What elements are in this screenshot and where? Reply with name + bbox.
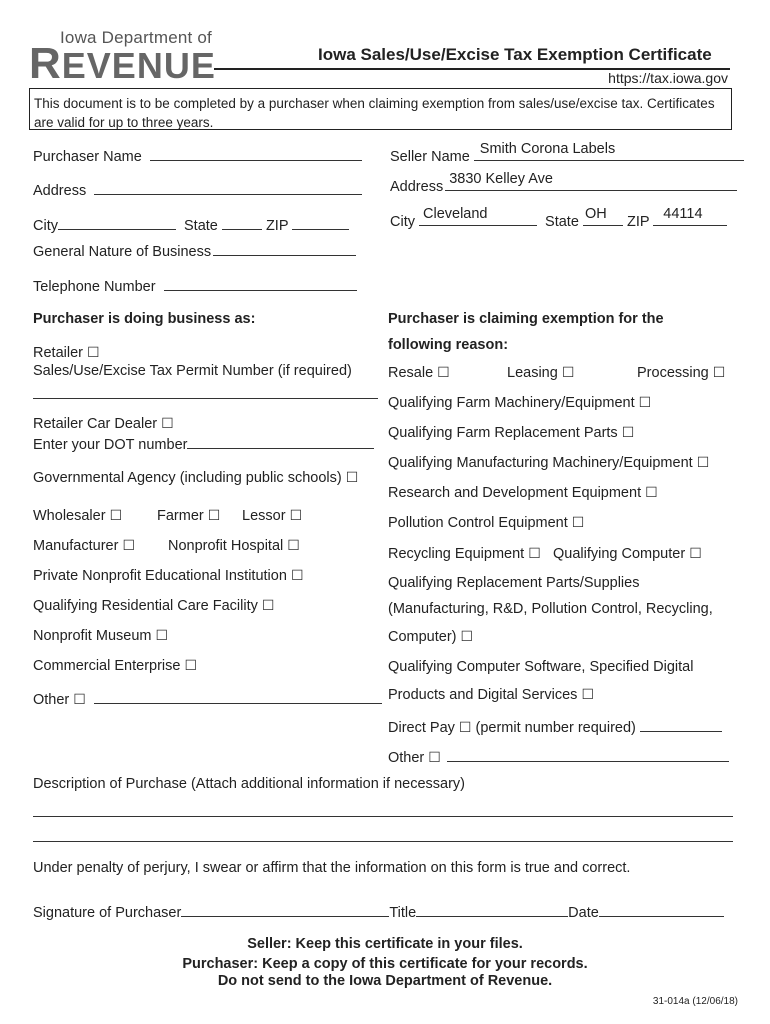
purchaser-address-field[interactable] (33, 180, 362, 199)
manufacturer-label: Manufacturer (33, 538, 119, 554)
purchaser-zip-label: ZIP (265, 218, 289, 234)
website-url[interactable]: https://tax.iowa.gov (608, 70, 728, 86)
farm-machinery-option[interactable] (388, 395, 651, 411)
farm-machinery-label: Qualifying Farm Machinery/Equipment (388, 395, 635, 411)
leasing-label: Leasing (507, 365, 558, 381)
resale-option[interactable] (388, 365, 450, 381)
wholesaler-label: Wholesaler (33, 508, 106, 524)
replacement-parts-option[interactable] (388, 629, 473, 645)
computer-checkbox[interactable]: ☐ (689, 546, 702, 562)
instructions-box: This document is to be completed by a purchaser when claiming exemption from sales/use/excise tax. Certificates are valid for up to three years. (29, 88, 732, 130)
seller-city-label: City (390, 214, 415, 230)
business-nature-input[interactable] (213, 241, 356, 256)
purchaser-city-input[interactable] (58, 215, 176, 230)
pollution-label: Pollution Control Equipment (388, 515, 568, 531)
form-number: 31-014a (12/06/18) (652, 996, 738, 1007)
software-checkbox[interactable]: ☐ (581, 687, 594, 703)
telephone-field[interactable] (33, 276, 357, 295)
governmental-checkbox[interactable]: ☐ (345, 470, 359, 486)
seller-name-field[interactable] (390, 141, 744, 165)
wholesaler-option[interactable] (33, 508, 122, 524)
seller-zip-value: 44114 (663, 206, 703, 222)
farmer-option[interactable] (157, 508, 220, 524)
purchaser-city-label: City (33, 218, 58, 234)
computer-label: Qualifying Computer (553, 546, 686, 562)
direct-pay-option[interactable] (388, 717, 722, 736)
private-education-option[interactable] (33, 568, 304, 584)
residential-care-checkbox[interactable]: ☐ (261, 598, 275, 614)
title-input[interactable] (416, 902, 568, 917)
replacement-parts-line-2: (Manufacturing, R&D, Pollution Control, Recycling, (388, 601, 713, 617)
software-label: Products and Digital Services (388, 687, 578, 703)
seller-name-input[interactable] (474, 141, 744, 161)
software-option[interactable] (388, 687, 594, 703)
telephone-label: Telephone Number (33, 279, 156, 295)
wholesaler-checkbox[interactable]: ☐ (109, 508, 123, 524)
commercial-enterprise-option[interactable] (33, 658, 197, 674)
recycling-label: Recycling Equipment (388, 546, 525, 562)
business-other-option[interactable] (33, 689, 382, 708)
farm-machinery-checkbox[interactable]: ☐ (638, 395, 652, 411)
nonprofit-hospital-checkbox[interactable]: ☐ (287, 538, 300, 554)
nonprofit-museum-checkbox[interactable]: ☐ (155, 628, 169, 644)
resale-label: Resale (388, 365, 434, 381)
signature-input[interactable] (181, 902, 389, 917)
exemption-other-checkbox[interactable]: ☐ (428, 750, 441, 766)
purchaser-zip-input[interactable] (292, 215, 349, 230)
date-label: Date (568, 905, 599, 921)
permit-number-input-wrap (33, 384, 378, 403)
signature-row (33, 902, 724, 921)
rd-equipment-label: Research and Development Equipment (388, 485, 642, 501)
exemption-other-option[interactable] (388, 747, 729, 766)
computer-option[interactable] (553, 546, 702, 562)
car-dealer-label: Retailer Car Dealer (33, 416, 158, 432)
rd-equipment-option[interactable] (388, 485, 658, 501)
processing-label: Processing (637, 365, 709, 381)
date-input[interactable] (599, 902, 724, 917)
recycling-option[interactable] (388, 546, 541, 562)
logo-text: EVENUE (61, 45, 216, 86)
business-as-heading: Purchaser is doing business as: (33, 311, 256, 327)
rd-equipment-checkbox[interactable]: ☐ (645, 485, 658, 501)
leasing-checkbox[interactable]: ☐ (561, 365, 575, 381)
replacement-parts-line-1: Qualifying Replacement Parts/Supplies (388, 575, 640, 591)
retailer-option[interactable] (33, 345, 100, 361)
seller-city-row (390, 206, 727, 230)
nonprofit-museum-option[interactable] (33, 628, 168, 644)
seller-address-field[interactable] (390, 171, 737, 195)
recycling-checkbox[interactable]: ☐ (528, 546, 541, 562)
purchaser-name-label: Purchaser Name (33, 149, 142, 165)
seller-name-value: Smith Corona Labels (479, 141, 616, 157)
farm-parts-checkbox[interactable]: ☐ (621, 425, 635, 441)
private-education-label: Private Nonprofit Educational Institution (33, 568, 287, 584)
exemption-heading-1: Purchaser is claiming exemption for the (388, 311, 664, 327)
governmental-option[interactable] (33, 470, 358, 486)
business-other-label: Other (33, 692, 70, 708)
purchaser-name-field[interactable] (33, 146, 362, 165)
seller-address-label: Address (390, 179, 444, 195)
purchaser-name-input[interactable] (150, 146, 362, 161)
nonprofit-museum-label: Nonprofit Museum (33, 628, 152, 644)
logo (29, 39, 216, 88)
business-nature-label: General Nature of Business (33, 244, 212, 260)
mfg-machinery-checkbox[interactable]: ☐ (696, 455, 710, 471)
direct-pay-label: Direct Pay (388, 720, 455, 736)
seller-state-value: OH (584, 206, 607, 222)
leasing-option[interactable] (507, 365, 574, 381)
business-nature-field[interactable] (33, 241, 356, 260)
manufacturer-checkbox[interactable]: ☐ (122, 538, 136, 554)
private-education-checkbox[interactable]: ☐ (290, 568, 304, 584)
resale-checkbox[interactable]: ☐ (437, 365, 450, 381)
description-line-2[interactable] (33, 841, 733, 842)
seller-zip-label: ZIP (626, 214, 650, 230)
seller-zip-input[interactable] (653, 206, 727, 226)
direct-pay-checkbox[interactable]: ☐ (458, 720, 472, 736)
mfg-machinery-option[interactable] (388, 455, 709, 471)
dot-number-label: Enter your DOT number (33, 437, 188, 453)
exemption-other-label: Other (388, 750, 425, 766)
governmental-label: Governmental Agency (including public schools) (33, 470, 342, 486)
direct-pay-note: (permit number required) (475, 720, 636, 736)
lessor-label: Lessor (242, 508, 286, 524)
purchaser-state-input[interactable] (222, 215, 262, 230)
footer-purchaser-note: Purchaser: Keep a copy of this certificate for your records. (182, 956, 588, 972)
purchaser-state-label: State (184, 218, 218, 234)
retailer-checkbox[interactable]: ☐ (87, 345, 100, 361)
processing-checkbox[interactable]: ☐ (712, 365, 726, 381)
manufacturer-option[interactable] (33, 538, 135, 554)
nonprofit-hospital-option[interactable] (168, 538, 300, 554)
description-label: Description of Purchase (Attach additional information if necessary) (33, 776, 465, 792)
seller-city-input[interactable] (419, 206, 537, 226)
business-other-input[interactable] (94, 689, 382, 704)
farm-parts-option[interactable] (388, 425, 634, 441)
direct-pay-permit-input[interactable] (640, 717, 722, 732)
seller-name-label: Seller Name (390, 149, 470, 165)
farmer-checkbox[interactable]: ☐ (207, 508, 221, 524)
pollution-checkbox[interactable]: ☐ (571, 515, 585, 531)
perjury-statement: Under penalty of perjury, I swear or affirm that the information on this form is true and correct. (33, 860, 631, 876)
signature-label: Signature of Purchaser (33, 905, 182, 921)
exemption-heading-2: following reason: (388, 337, 509, 353)
logo-subtitle: Iowa Department of (60, 28, 212, 47)
retailer-label: Retailer (33, 345, 83, 361)
telephone-input[interactable] (164, 276, 357, 291)
description-line-1[interactable] (33, 816, 733, 817)
software-line-1: Qualifying Computer Software, Specified Digital (388, 659, 694, 675)
residential-care-option[interactable] (33, 598, 274, 614)
commercial-enterprise-label: Commercial Enterprise (33, 658, 181, 674)
replacement-parts-checkbox[interactable]: ☐ (460, 629, 474, 645)
farmer-label: Farmer (157, 508, 204, 524)
seller-state-input[interactable] (583, 206, 623, 226)
purchaser-address-input[interactable] (94, 180, 362, 195)
dot-number-input[interactable] (187, 434, 374, 449)
permit-number-input[interactable] (33, 384, 378, 399)
residential-care-label: Qualifying Residential Care Facility (33, 598, 258, 614)
nonprofit-hospital-label: Nonprofit Hospital (168, 538, 284, 554)
seller-state-label: State (545, 214, 579, 230)
dot-number-field[interactable] (33, 434, 374, 453)
exemption-other-input[interactable] (447, 747, 729, 762)
seller-address-value: 3830 Kelley Ave (449, 171, 553, 187)
seller-address-input[interactable] (445, 171, 737, 191)
lessor-checkbox[interactable]: ☐ (289, 508, 303, 524)
purchaser-address-label: Address (33, 183, 87, 199)
car-dealer-checkbox[interactable]: ☐ (161, 416, 174, 432)
permit-number-label: Sales/Use/Excise Tax Permit Number (if required) (33, 363, 352, 379)
form-title: Iowa Sales/Use/Excise Tax Exemption Certificate (318, 45, 712, 64)
logo-initial: R (29, 39, 62, 88)
processing-option[interactable] (637, 365, 725, 381)
title-label: Title (389, 905, 417, 921)
lessor-option[interactable] (242, 508, 302, 524)
commercial-enterprise-checkbox[interactable]: ☐ (184, 658, 198, 674)
footer-seller-note: Seller: Keep this certificate in your files. (247, 936, 523, 952)
farm-parts-label: Qualifying Farm Replacement Parts (388, 425, 618, 441)
footer-do-not-send: Do not send to the Iowa Department of Revenue. (217, 973, 553, 989)
seller-city-value: Cleveland (423, 206, 488, 222)
replacement-parts-label: Computer) (388, 629, 457, 645)
purchaser-city-row (33, 215, 349, 234)
car-dealer-option[interactable] (33, 416, 174, 432)
mfg-machinery-label: Qualifying Manufacturing Machinery/Equipment (388, 455, 693, 471)
business-other-checkbox[interactable]: ☐ (73, 692, 86, 708)
pollution-option[interactable] (388, 515, 584, 531)
